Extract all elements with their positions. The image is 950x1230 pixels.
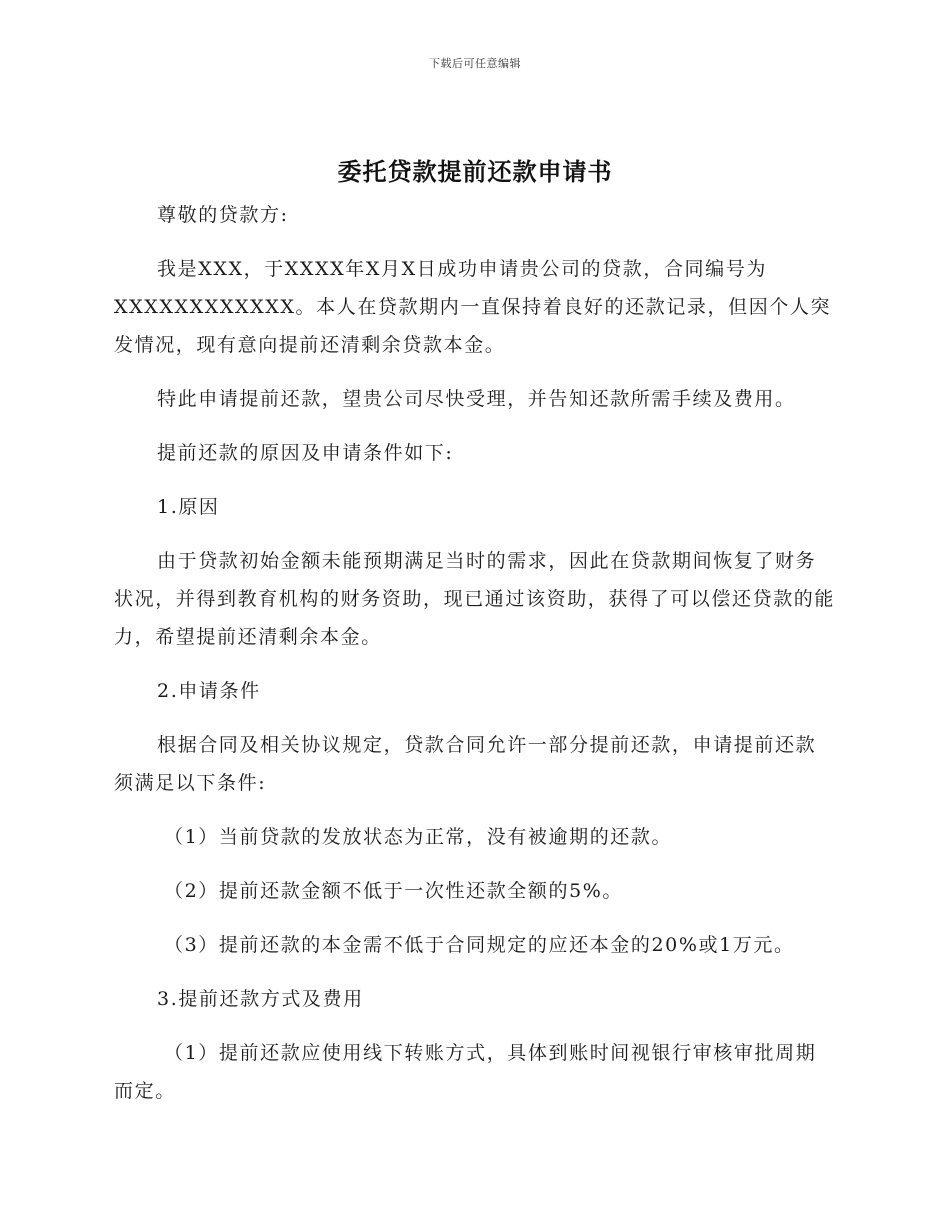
- document-title: 委托贷款提前还款申请书: [337, 158, 613, 186]
- paragraph-reason: 由于贷款初始金额未能预期满足当时的需求，因此在贷款期间恢复了财务状况，并得到教育机构的财务资助，现已通过该资助，获得了可以偿还贷款的能力，希望提前还清剩余本金。: [114, 550, 836, 648]
- method-item-1: （1）提前还款应使用线下转账方式，具体到账时间视银行审核审批周期而定。: [114, 1042, 817, 1102]
- salutation: 尊敬的贷款方:: [157, 204, 289, 226]
- paragraph-intro: 我是XXX，于XXXX年X月X日成功申请贵公司的贷款，合同编号为XXXXXXXXXXXX。本人在贷款期内一直保持着良好的还款记录，但因个人突发情况，现有意向提前还清剩余贷款本金。: [114, 258, 832, 356]
- paragraph-request: 特此申请提前还款，望贵公司尽快受理，并告知还款所需手续及费用。: [157, 388, 796, 410]
- condition-item-3: （3）提前还款的本金需不低于合同规定的应还本金的20%或1万元。: [164, 934, 795, 956]
- paragraph-conditions: 根据合同及相关协议规定，贷款合同允许一部分提前还款，申请提前还款须满足以下条件:: [114, 734, 817, 794]
- document-body: [114, 196, 836, 1126]
- paragraph-conditions-intro: 提前还款的原因及申请条件如下:: [157, 442, 454, 464]
- section-heading-reason: 1.原因: [157, 496, 220, 518]
- condition-item-1: （1）当前贷款的发放状态为正常，没有被逾期的还款。: [164, 826, 673, 848]
- section-heading-method: 3.提前还款方式及费用: [157, 988, 364, 1010]
- condition-item-2: （2）提前还款金额不低于一次性还款全额的5%。: [164, 880, 624, 902]
- section-heading-conditions: 2.申请条件: [157, 680, 261, 702]
- header-note: 下载后可任意编辑: [429, 57, 521, 70]
